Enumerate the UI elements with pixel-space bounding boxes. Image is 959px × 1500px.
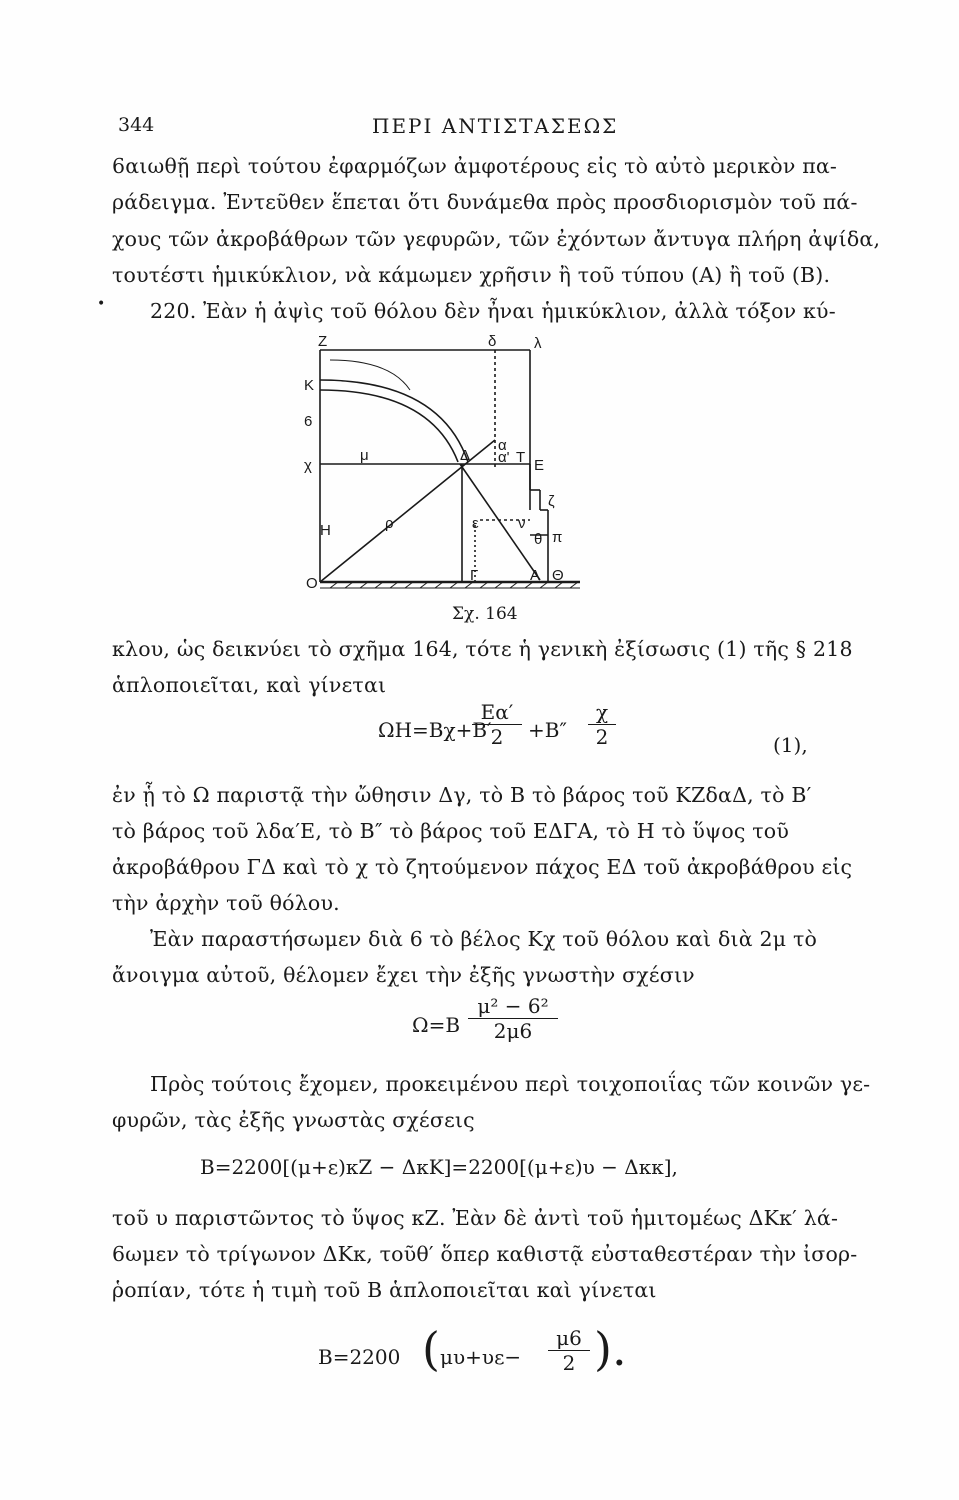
- label-lambda: λ: [534, 335, 542, 352]
- page-header: [0, 114, 959, 144]
- equation-3: Β=2200[(μ+ε)κΖ − ΔκΚ]=2200[(μ+ε)υ − Δκκ],: [200, 1155, 678, 1179]
- figure-164: [290, 330, 580, 630]
- text-line: 6αιωθῇ περὶ τούτου ἐφαρμόζων ἀμφοτέρους εἰς τὸ αὐτὸ μερικὸν πα-: [112, 154, 838, 178]
- text-line: ἀκροβάθρου ΓΔ καὶ τὸ χ τὸ ζητούμενον πάχος ΕΔ τοῦ ἀκροβάθρου εἰς: [112, 855, 853, 879]
- eq1-lhs: ΩΗ=Βχ+Β′: [378, 718, 492, 742]
- eq4-paren-open: (: [422, 1322, 440, 1376]
- eq4-paren-close: ).: [594, 1322, 627, 1376]
- text-line: τὸ βάρος τοῦ λδα′Ε, τὸ Β″ τὸ βάρος τοῦ ΕΔΓΑ, τὸ Η τὸ ὕψος τοῦ: [112, 819, 790, 843]
- text-line: φυρῶν, τὰς ἐξῆς γνωστὰς σχέσεις: [112, 1108, 475, 1132]
- text-line: ἁπλοποιεῖται, καὶ γίνεται: [112, 673, 387, 697]
- eq4-den: 2: [562, 1351, 576, 1375]
- page-number: 344: [118, 114, 155, 136]
- eq1-frac2-den: 2: [595, 725, 609, 749]
- label-Gamma: Γ: [470, 567, 479, 584]
- eq1-mid: +Β″: [528, 718, 567, 742]
- running-title: ΠΕΡΙ ΑΝΤΙΣΤΑΣΕΩΣ: [372, 114, 619, 138]
- eq2-num: μ² − 6²: [468, 994, 558, 1019]
- text-line: ῥοπίαν, τότε ἡ τιμὴ τοῦ Β ἁπλοποιεῖται καὶ γίνεται: [112, 1278, 657, 1302]
- eq4-inner: μυ+υε−: [440, 1345, 522, 1369]
- text-line: χους τῶν ἀκροβάθρων τῶν γεφυρῶν, τῶν ἐχόντων ἄντυγα πλήρη ἀψίδα,: [112, 227, 881, 251]
- text-line: 6ωμεν τὸ τρίγωνον ΔΚκ, τοῦθ′ ὅπερ καθιστᾷ εὐσταθεστέραν τὴν ἰσορ-: [112, 1242, 858, 1266]
- eq1-frac2-num: χ: [588, 700, 616, 725]
- eq1-frac1-num: Εα′: [472, 700, 522, 725]
- label-mu: μ: [360, 447, 369, 464]
- text-line: ράδειγμα. Ἐντεῦθεν ἕπεται ὅτι δυνάμεθα πρὸς προσδιορισμὸν τοῦ πά-: [112, 190, 858, 214]
- figure-caption: Σχ. 164: [452, 604, 518, 624]
- margin-mark: •: [97, 296, 106, 312]
- label-Theta: Θ: [552, 567, 564, 584]
- eq4-lhs: Β=2200: [318, 1345, 401, 1369]
- eq4-fraction: [548, 1326, 590, 1375]
- label-theta: θ: [534, 531, 543, 548]
- eq1-fraction-1: [472, 700, 522, 749]
- label-epsilon: ε: [472, 515, 479, 532]
- eq2-fraction: [468, 994, 558, 1043]
- label-T: T: [516, 449, 526, 466]
- label-E: E: [534, 457, 545, 474]
- label-alpha-prime: α': [498, 449, 510, 466]
- text-line: Ἐὰν παραστήσωμεν διὰ 6 τὸ βέλος Κχ τοῦ θόλου καὶ διὰ 2μ τὸ: [150, 927, 818, 951]
- text-line: κλου, ὡς δεικνύει τὸ σχῆμα 164, τότε ἡ γενικὴ ἐξίσωσις (1) τῆς § 218: [112, 637, 853, 661]
- label-nu: ν: [518, 515, 526, 532]
- text-line: ἄνοιγμα αὐτοῦ, θέλομεν ἔχει τὴν ἐξῆς γνωστὴν σχέσιν: [112, 963, 695, 987]
- eq2-lhs: Ω=Β: [412, 1013, 461, 1037]
- eq1-number: (1),: [773, 733, 808, 757]
- label-b: 6: [304, 413, 313, 430]
- text-line: ἐν ᾗ τὸ Ω παριστᾷ τὴν ὤθησιν Δγ, τὸ Β τὸ βάρος τοῦ ΚΖδαΔ, τὸ Β′: [112, 783, 812, 807]
- label-A: A: [530, 567, 541, 584]
- label-K: K: [304, 377, 315, 394]
- eq1-frac1-den: 2: [490, 725, 504, 749]
- text-line: τὴν ἀρχὴν τοῦ θόλου.: [112, 891, 340, 915]
- text-line: Πρὸς τούτοις ἔχομεν, προκειμένου περὶ τοιχοποιΐας τῶν κοινῶν γε-: [150, 1072, 871, 1096]
- eq2-den: 2μ6: [493, 1019, 533, 1043]
- label-Delta: Δ: [460, 447, 471, 464]
- eq4-num: μ6: [548, 1326, 590, 1351]
- label-pi: π: [552, 529, 563, 546]
- label-delta: δ: [488, 333, 497, 350]
- text-line: τοῦ υ παριστῶντος τὸ ὕψος κΖ. Ἐὰν δὲ ἀντὶ τοῦ ἡμιτομέως ΔΚκ′ λά-: [112, 1206, 839, 1230]
- label-zeta: ζ: [548, 493, 555, 510]
- label-Z: Z: [318, 333, 328, 350]
- label-O: O: [306, 575, 318, 592]
- label-alpha: α: [498, 437, 507, 454]
- text-line: τουτέστι ἡμικύκλιον, νὰ κάμωμεν χρῆσιν ἢ τοῦ τύπου (Α) ἢ τοῦ (Β).: [112, 263, 831, 287]
- section-220-line: 220. Ἐὰν ἡ ἀψὶς τοῦ θόλου δὲν ἦναι ἡμικύκλιον, ἀλλὰ τόξον κύ-: [150, 299, 836, 323]
- label-H: H: [320, 522, 331, 539]
- label-chi: χ: [304, 457, 312, 474]
- eq1-fraction-2: [588, 700, 616, 749]
- label-rho: ρ: [385, 515, 394, 532]
